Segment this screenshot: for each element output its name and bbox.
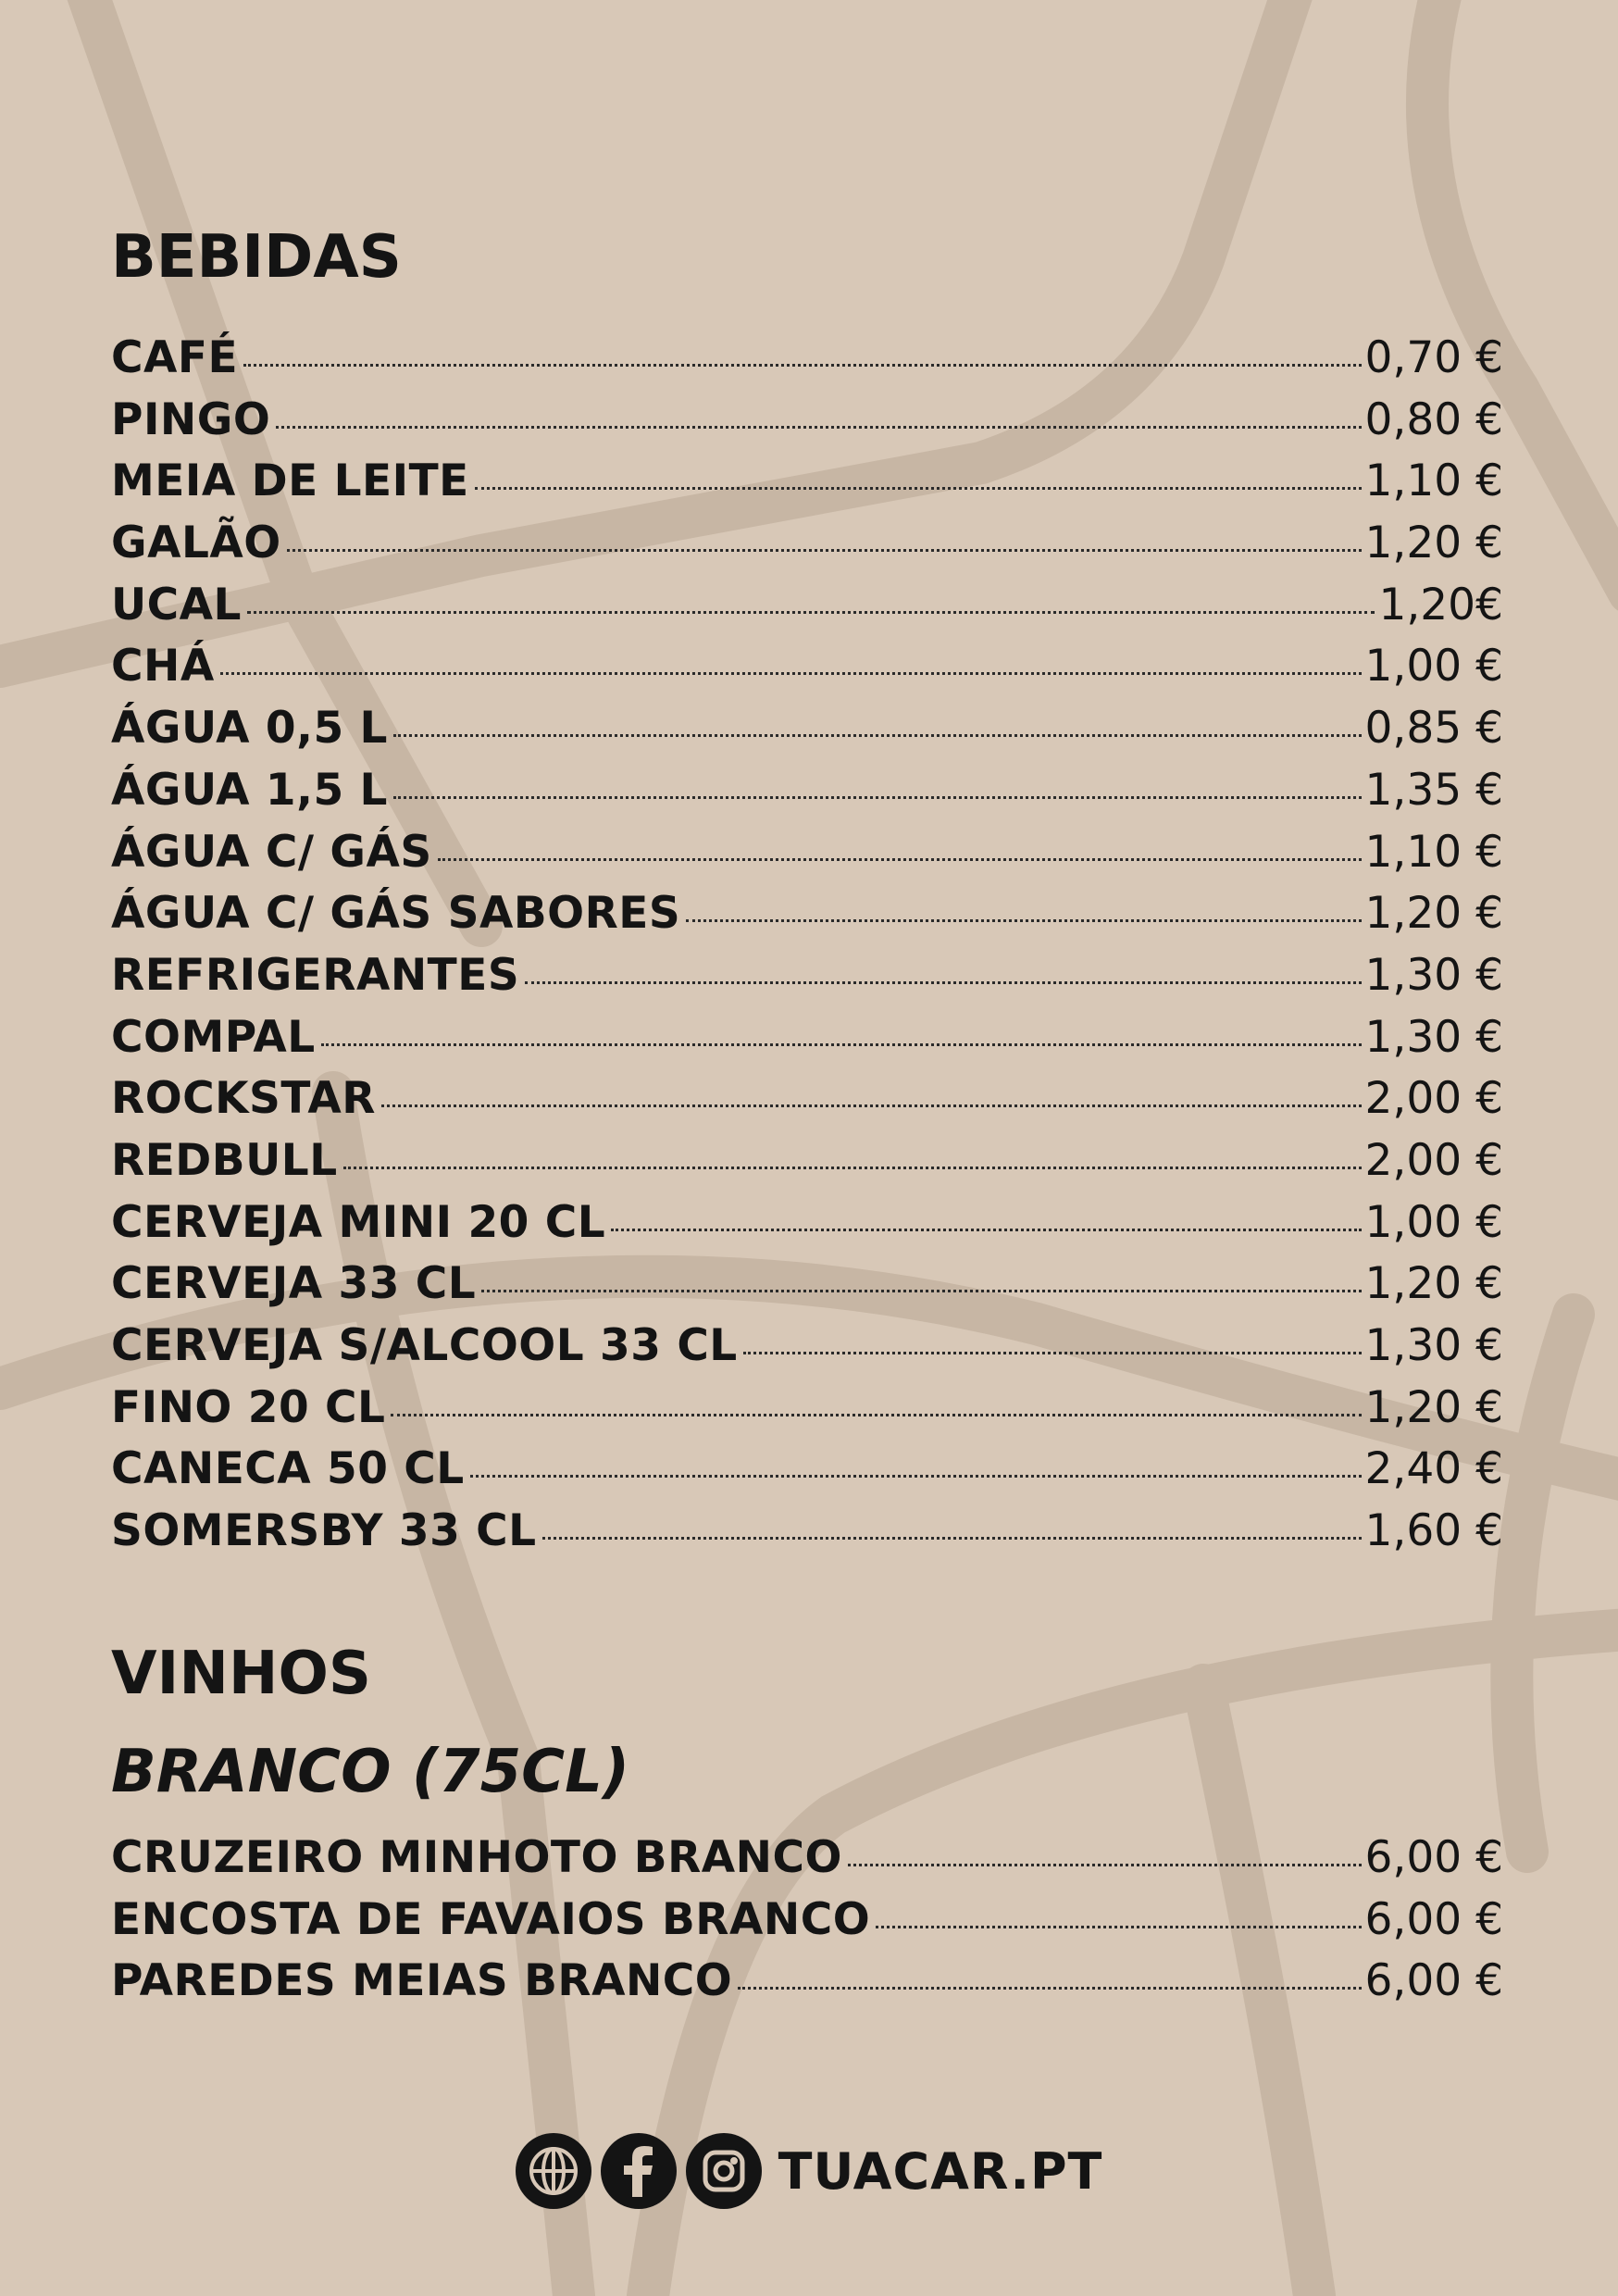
dotted-leader: [243, 364, 1361, 367]
menu-item-name: CANECA 50 CL: [111, 1443, 465, 1495]
menu-item-name: ENCOSTA DE FAVAIOS BRANCO: [111, 1893, 871, 1945]
menu-item-name: CAFÉ: [111, 332, 239, 383]
dotted-leader: [475, 487, 1362, 490]
menu-item-name: PINGO: [111, 393, 271, 445]
section-title-vinhos: VINHOS: [111, 1640, 371, 1708]
menu-item-price: 1,20€: [1378, 579, 1503, 630]
instagram-icon[interactable]: [686, 2133, 762, 2209]
dotted-leader: [481, 1290, 1361, 1292]
menu-item-price: 1,30 €: [1364, 1011, 1503, 1063]
menu-item-name: GALÃO: [111, 518, 281, 569]
menu-item-name: CHÁ: [111, 641, 215, 693]
dotted-leader: [743, 1352, 1362, 1354]
dotted-leader: [876, 1926, 1361, 1928]
menu-item-name: REDBULL: [111, 1134, 338, 1186]
menu-item-name: SOMERSBY 33 CL: [111, 1505, 537, 1557]
menu-item-row: [111, 1254, 1503, 1316]
menu-item-row: [111, 1068, 1503, 1130]
menu-item-row: [111, 1828, 1503, 1890]
dotted-leader: [393, 734, 1362, 737]
menu-item-price: 1,20 €: [1364, 888, 1503, 940]
menu-item-price: 1,20 €: [1364, 1381, 1503, 1433]
section-title-bebidas: BEBIDAS: [111, 223, 402, 292]
menu-item-row: [111, 328, 1503, 390]
bebidas-list: [111, 328, 1503, 1563]
menu-item-row: [111, 1192, 1503, 1254]
menu-item-row: [111, 1007, 1503, 1069]
menu-item-name: ROCKSTAR: [111, 1073, 376, 1125]
dotted-leader: [391, 1414, 1361, 1416]
menu-item-row: [111, 1951, 1503, 2013]
dotted-leader: [848, 1864, 1362, 1866]
menu-item-price: 1,35 €: [1364, 764, 1503, 816]
menu-item-price: 2,00 €: [1364, 1073, 1503, 1125]
dotted-leader: [287, 549, 1362, 552]
dotted-leader: [321, 1043, 1362, 1046]
website-link[interactable]: TUACAR.PT: [778, 2141, 1103, 2201]
menu-item-row: [111, 822, 1503, 884]
menu-item-name: PAREDES MEIAS BRANCO: [111, 1955, 733, 2007]
dotted-leader: [393, 796, 1362, 799]
subsection-title-branco: BRANCO (75CL): [111, 1738, 630, 1806]
menu-item-row: [111, 390, 1503, 452]
menu-item-price: 1,20 €: [1364, 518, 1503, 569]
menu-item-price: 6,00 €: [1364, 1832, 1503, 1883]
menu-item-row: [111, 575, 1503, 637]
menu-item-name: CERVEJA MINI 20 CL: [111, 1196, 606, 1248]
menu-item-price: 2,00 €: [1364, 1134, 1503, 1186]
dotted-leader: [343, 1167, 1362, 1169]
dotted-leader: [220, 672, 1362, 675]
menu-item-name: ÁGUA C/ GÁS SABORES: [111, 888, 681, 940]
menu-item-price: 1,30 €: [1364, 1320, 1503, 1371]
menu-item-price: 1,10 €: [1364, 455, 1503, 507]
menu-item-price: 1,20 €: [1364, 1258, 1503, 1310]
dotted-leader: [738, 1987, 1361, 1990]
menu-item-price: 1,30 €: [1364, 949, 1503, 1001]
menu-item-price: 0,85 €: [1364, 703, 1503, 755]
branco-list: [111, 1828, 1503, 2013]
menu-item-name: CRUZEIRO MINHOTO BRANCO: [111, 1832, 842, 1883]
menu-item-name: ÁGUA 0,5 L: [111, 703, 388, 755]
menu-item-row: [111, 760, 1503, 822]
menu-item-row: [111, 1378, 1503, 1440]
menu-item-name: ÁGUA C/ GÁS: [111, 826, 432, 878]
menu-item-row: [111, 451, 1503, 513]
menu-item-row: [111, 883, 1503, 945]
menu-item-row: [111, 1501, 1503, 1563]
menu-item-name: COMPAL: [111, 1011, 316, 1063]
dotted-leader: [611, 1229, 1361, 1231]
menu-item-name: UCAL: [111, 579, 242, 630]
menu-item-name: CERVEJA S/ALCOOL 33 CL: [111, 1320, 738, 1371]
dotted-leader: [438, 858, 1362, 861]
dotted-leader: [276, 426, 1361, 429]
menu-item-price: 2,40 €: [1364, 1443, 1503, 1495]
menu-item-row: [111, 513, 1503, 575]
dotted-leader: [381, 1104, 1362, 1107]
menu-item-price: 1,10 €: [1364, 826, 1503, 878]
facebook-icon[interactable]: [601, 2133, 677, 2209]
menu-item-row: [111, 1130, 1503, 1192]
globe-icon[interactable]: [516, 2133, 591, 2209]
dotted-leader: [542, 1537, 1362, 1540]
menu-item-row: [111, 1316, 1503, 1378]
menu-item-name: MEIA DE LEITE: [111, 455, 469, 507]
menu-item-price: 0,70 €: [1364, 332, 1503, 383]
dotted-leader: [686, 919, 1361, 922]
menu-item-name: ÁGUA 1,5 L: [111, 764, 388, 816]
menu-item-row: [111, 636, 1503, 698]
menu-item-name: REFRIGERANTES: [111, 949, 520, 1001]
menu-item-price: 6,00 €: [1364, 1955, 1503, 2007]
menu-item-name: CERVEJA 33 CL: [111, 1258, 477, 1310]
menu-item-row: [111, 945, 1503, 1007]
menu-item-row: [111, 1439, 1503, 1501]
menu-item-price: 1,00 €: [1364, 641, 1503, 693]
menu-item-price: 1,00 €: [1364, 1196, 1503, 1248]
dotted-leader: [525, 981, 1361, 984]
footer: [0, 2129, 1618, 2213]
menu-item-price: 1,60 €: [1364, 1505, 1503, 1557]
menu-item-row: [111, 698, 1503, 760]
menu-item-price: 6,00 €: [1364, 1893, 1503, 1945]
menu-item-row: [111, 1890, 1503, 1952]
dotted-leader: [470, 1475, 1362, 1478]
menu-item-name: FINO 20 CL: [111, 1381, 386, 1433]
menu-item-price: 0,80 €: [1364, 393, 1503, 445]
dotted-leader: [247, 611, 1375, 614]
